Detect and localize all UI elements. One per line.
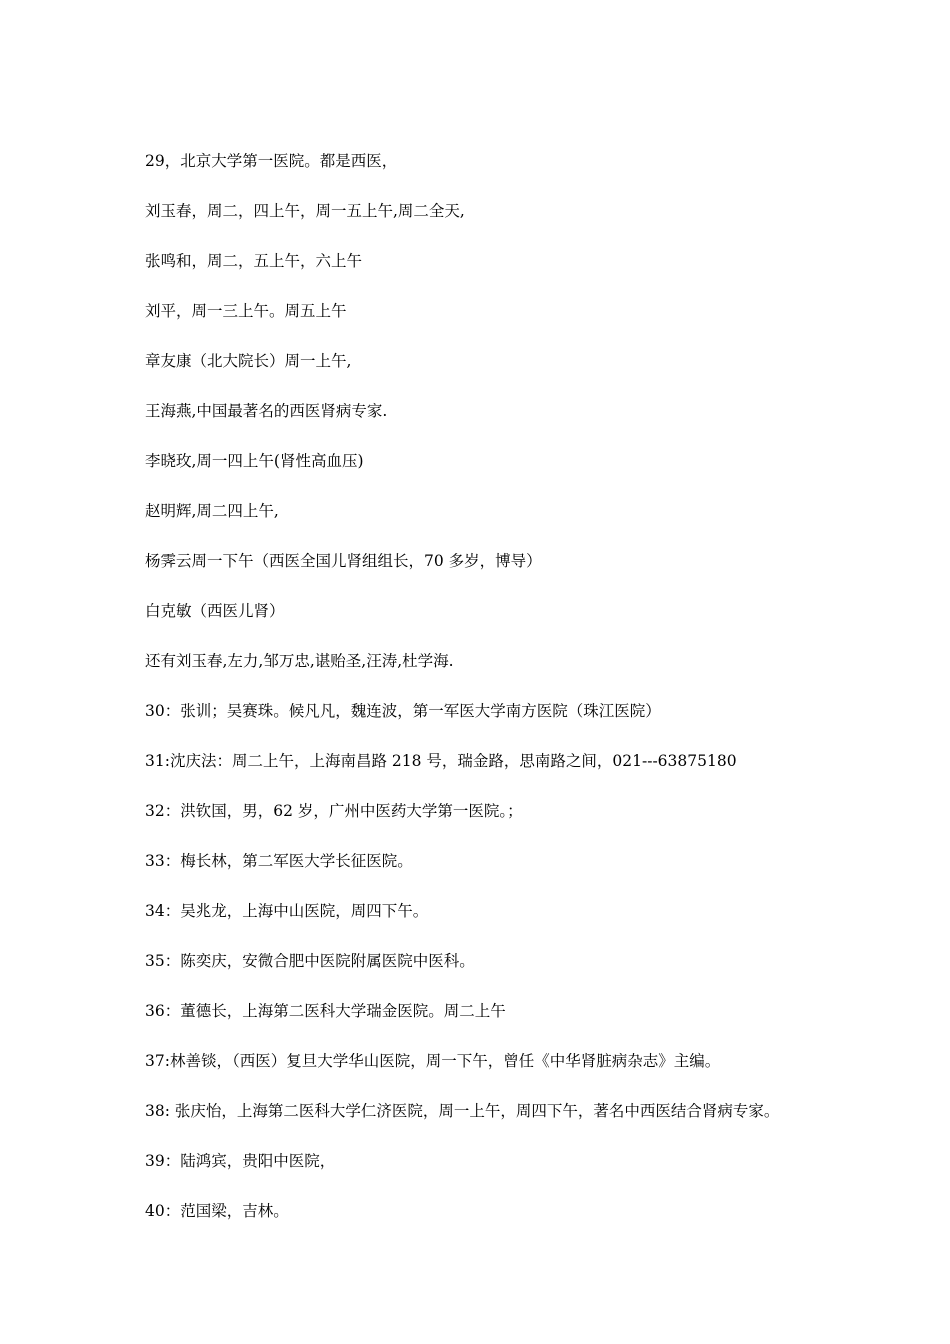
text-line: 36：董德长，上海第二医科大学瑞金医院。周二上午 bbox=[145, 1002, 506, 1020]
text-line: 29，北京大学第一医院。都是西医， bbox=[145, 152, 398, 170]
text-line: 33：梅长林，第二军医大学长征医院。 bbox=[145, 852, 413, 870]
text-line: 31:沈庆法：周二上午，上海南昌路 218 号，瑞金路，思南路之间，021---63875180 bbox=[145, 752, 737, 770]
text-line: 白克敏（西医儿肾） bbox=[145, 602, 285, 620]
text-line: 30：张训；吴赛珠。候凡凡，魏连波，第一军医大学南方医院（珠江医院） bbox=[145, 702, 661, 720]
text-line: 赵明辉,周二四上午, bbox=[145, 502, 279, 520]
document-body bbox=[145, 149, 925, 1249]
text-line: 37:林善锬，（西医）复旦大学华山医院，周一下午，曾任《中华肾脏病杂志》主编。 bbox=[145, 1052, 721, 1070]
text-line: 还有刘玉春,左力,邹万忠,谌贻圣,汪涛,杜学海. bbox=[145, 652, 454, 670]
text-line: 40：范国梁，吉林。 bbox=[145, 1202, 289, 1220]
text-line: 刘平，周一三上午。周五上午 bbox=[145, 302, 347, 320]
text-line: 32：洪钦国，男，62 岁，广州中医药大学第一医院。； bbox=[145, 802, 523, 820]
text-line: 34：吴兆龙，上海中山医院，周四下午。 bbox=[145, 902, 429, 920]
text-line: 张鸣和，周二，五上午，六上午 bbox=[145, 252, 363, 270]
text-line: 李晓玫,周一四上午(肾性高血压) bbox=[145, 452, 364, 470]
text-line: 39：陆鸿宾，贵阳中医院， bbox=[145, 1152, 336, 1170]
text-line: 38: 张庆怡，上海第二医科大学仁济医院，周一上午，周四下午，著名中西医结合肾病专家。 bbox=[145, 1102, 780, 1120]
text-line: 章友康（北大院长）周一上午, bbox=[145, 352, 352, 370]
text-line: 35：陈奕庆，安微合肥中医院附属医院中医科。 bbox=[145, 952, 475, 970]
text-line: 王海燕,中国最著名的西医肾病专家. bbox=[145, 402, 388, 420]
text-line: 刘玉春，周二，四上午，周一五上午,周二全天, bbox=[145, 202, 465, 220]
text-line: 杨霁云周一下午（西医全国儿肾组组长，70 多岁，博导） bbox=[145, 552, 542, 570]
